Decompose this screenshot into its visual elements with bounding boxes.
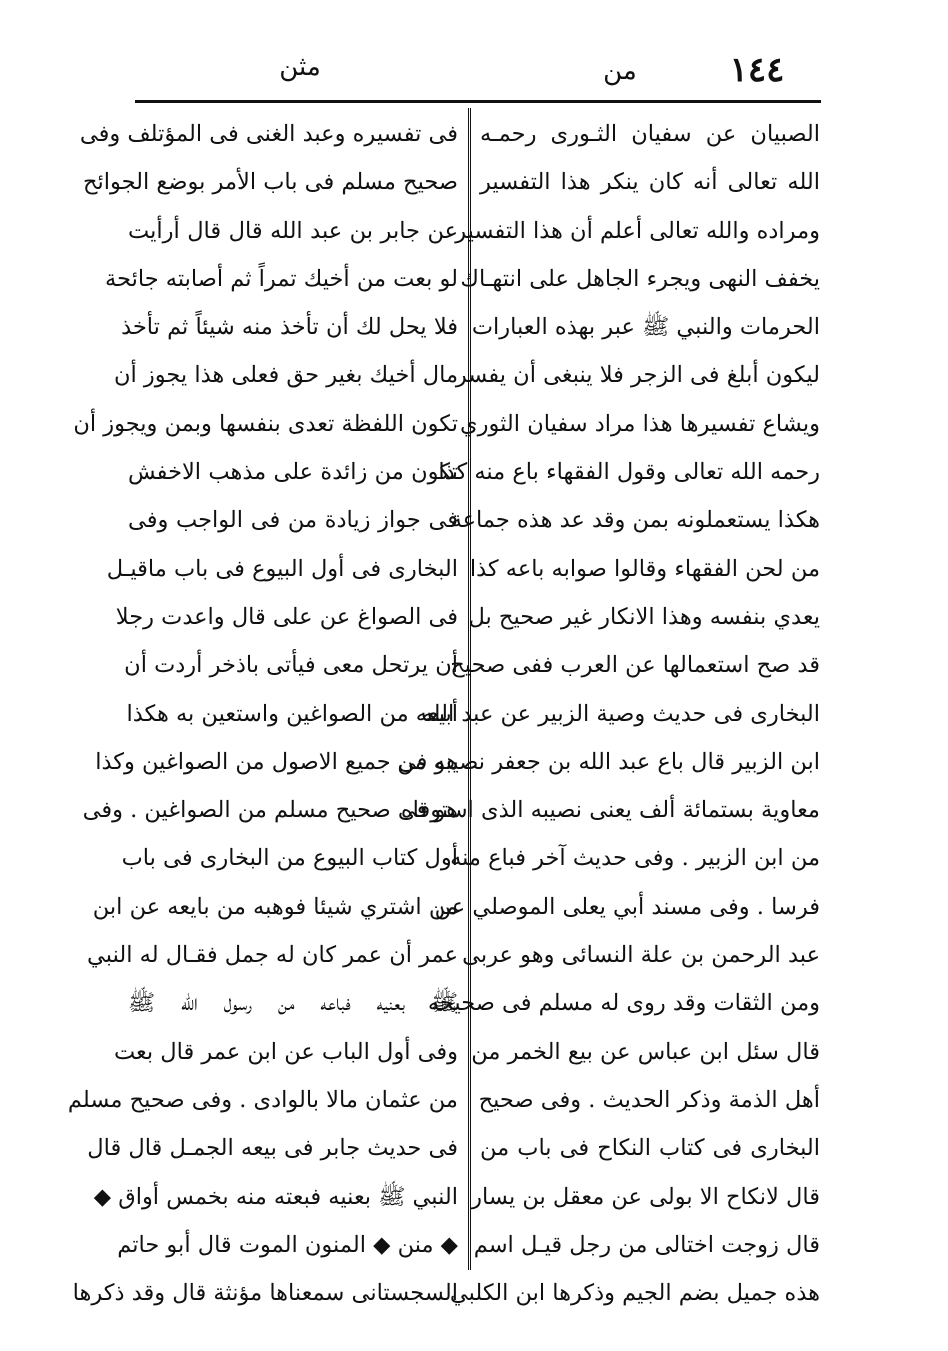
text-line: الصبيان عن سفيان الثـورى رحمـه (480, 121, 820, 147)
text-line: ليكون أبلغ فى الزجر فلا ينبغى أن يفسر (455, 362, 820, 389)
right-column (397, 110, 820, 1307)
text-line: عمر أن عمر كان له جمل فقـال له النبي (87, 942, 458, 969)
text-line: البخارى فى كتاب النكاح فى باب من (480, 1135, 820, 1162)
text-line: ابن الزبير قال باع عبد الله بن جعفر نصيبه من (397, 748, 820, 775)
text-line: الله تعالى أنه كان ينكر هذا التفسير (480, 169, 820, 196)
header-rule (135, 100, 821, 103)
text-line: البخارى فى أول البيوع فى باب ماقيـل (106, 555, 458, 582)
text-line: من عثمان مالا بالوادى . وفى صحيح مسلم (67, 1086, 458, 1113)
text-line: هو فى صحيح مسلم من الصواغين . وفى (82, 797, 458, 824)
left-column (67, 110, 458, 1307)
text-line: فلا يحل لك أن تأخذ منه شيئاً ثم تأخذ (121, 314, 458, 341)
running-head-center: من (603, 56, 637, 86)
text-line: أهل الذمة وذكر الحديث . وفى صحيح (478, 1086, 820, 1113)
text-line: هو فى جميع الاصول من الصواغين وكذا (95, 748, 458, 775)
text-line: أن يرتحل معى فيأتى باذخر أردت أن (124, 652, 458, 679)
text-line: من اشتري شيئا فوهبه من بايعه عن ابن (92, 893, 458, 920)
text-line: قال سئل ابن عباس عن بيع الخمر من (471, 1038, 820, 1065)
text-line: فرسا . وفى مسند أبي يعلى الموصلي عن (434, 893, 820, 920)
text-line: فى حديث جابر فى بيعه الجمـل قال قال (87, 1135, 458, 1162)
page-number: ١٤٤ (729, 50, 785, 90)
text-line: لو بعت من أخيك تمراً ثم أصابته جائحة (105, 265, 458, 292)
text-line: ﷺ بعنيه فباعه من رسول الله ﷺ (128, 990, 458, 1017)
text-line: قال لانكاح الا بولى عن معقل بن يسار (471, 1183, 820, 1210)
text-line: الحرمات والنبي ﷺ عبر بهذه العبارات (471, 314, 820, 341)
text-line: ◆ منن ◆ المنون الموت قال أبو حاتم (117, 1231, 458, 1258)
text-line: تكون من زائدة على مذهب الاخفش (128, 459, 458, 486)
text-line: عن جابر بن عبد الله قال قال أرأيت (128, 217, 458, 244)
text-line: معاوية بستمائة ألف يعنى نصيبه الذى استوفاه (400, 797, 820, 824)
text-line: قال زوجت اختالى من رجل قيـل اسم (473, 1231, 820, 1258)
text-line: ومن الثقات وقد روى له مسلم فى صحيحه (427, 990, 820, 1017)
running-head-left: مثن (279, 52, 321, 82)
text-line: البخارى فى حديث وصية الزبير عن عبد الله (421, 700, 820, 727)
text-line: النبي ﷺ بعنيه فبعته منه بخمس أواق ◆ (93, 1183, 458, 1210)
text-line: هذه جميل بضم الجيم وذكرها ابن الكلبي (449, 1280, 820, 1307)
text-line: أبيعه من الصواغين واستعين به هكذا (126, 700, 458, 727)
text-line: رحمه الله تعالى وقول الفقهاء باع منه كذا (438, 459, 820, 486)
text-line: عبد الرحمن بن علة النسائى وهو عربى (462, 942, 820, 969)
text-line: صحيح مسلم فى باب الأمر بوضع الجوائح (82, 169, 458, 196)
text-line: وفى أول الباب عن ابن عمر قال بعت (113, 1038, 458, 1065)
text-line: هكذا يستعملونه بمن وقد عد هذه جماعة (450, 507, 820, 534)
text-line: ومراده والله تعالى أعلم أن هذا التفسير (455, 217, 820, 244)
text-line: فى الصواغ عن على قال واعدت رجلا (115, 603, 458, 630)
text-line: يخفف النهى ويجرء الجاهل على انتهـاك (460, 265, 820, 292)
text-line: يعدي بنفسه وهذا الانكار غير صحيح بل (468, 603, 820, 630)
text-line: أول كتاب البيوع من البخارى فى باب (121, 845, 458, 872)
text-line: مال أخيك بغير حق فعلى هذا يجوز أن (113, 362, 458, 389)
text-line: من لحن الفقهاء وقالوا صوابه باعه كذا (469, 555, 820, 582)
text-line: من ابن الزبير . وفى حديث آخر فباع منه (450, 845, 820, 872)
text-line: فى تفسيره وعبد الغنى فى المؤتلف وفى (79, 121, 458, 147)
text-line: قد صح استعمالها عن العرب ففى صحيح (450, 652, 820, 679)
text-line: السجستانى سمعناها مؤنثة قال وقد ذكرها (72, 1280, 458, 1307)
text-line: فى جواز زيادة من فى الواجب وفى (128, 507, 458, 534)
text-line: ويشاع تفسيرها هذا مراد سفيان الثوري (460, 410, 820, 437)
text-line: تكون اللفظة تعدى بنفسها وبمن ويجوز أن (73, 410, 458, 437)
